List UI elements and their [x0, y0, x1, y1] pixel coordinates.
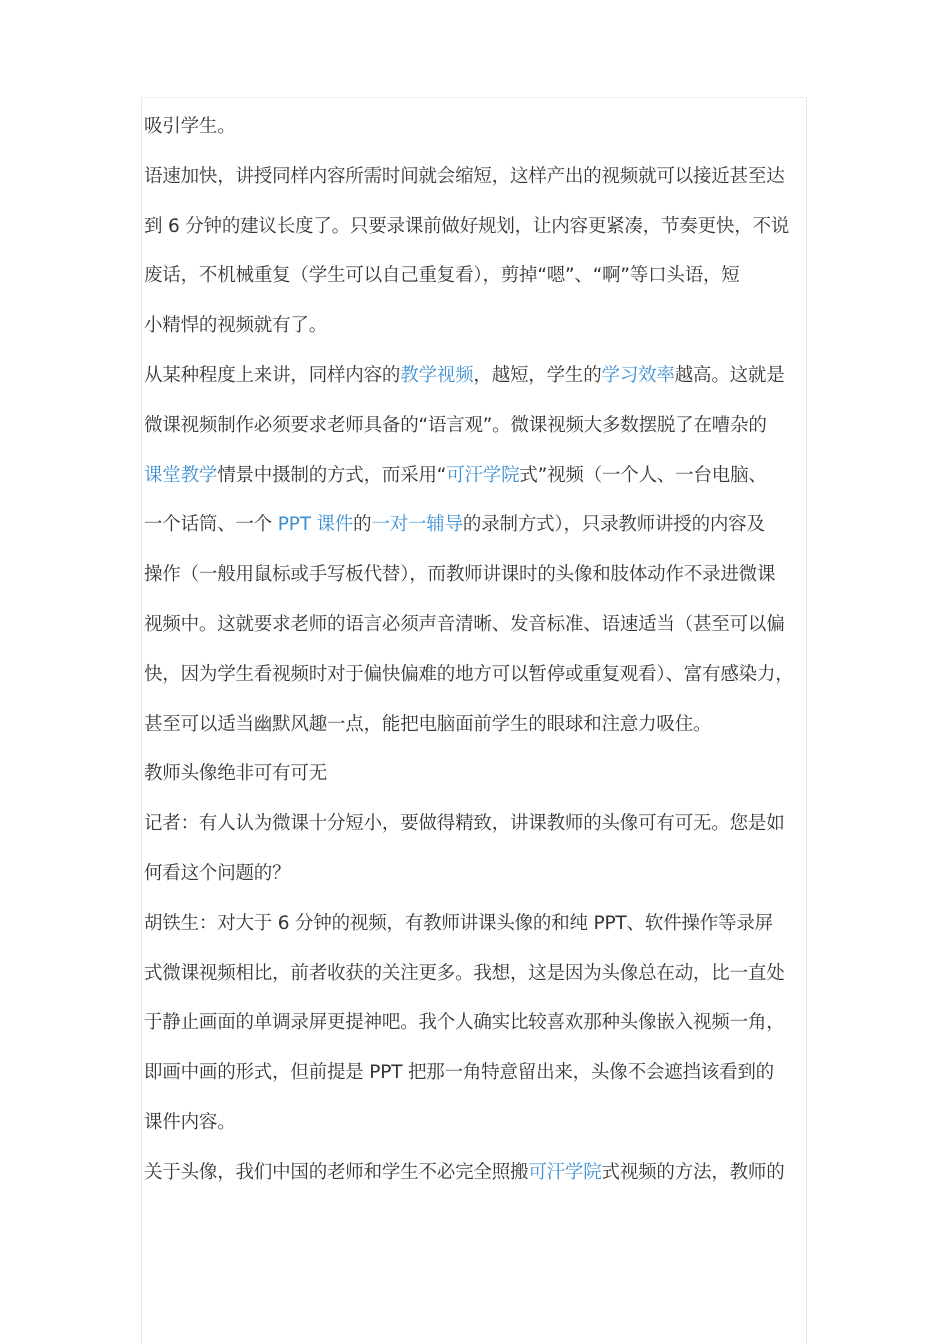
article-line: [144, 749, 818, 799]
article-body: [144, 102, 818, 1198]
article-text: 视频中。这就要求老师的语言必须声音清晰、发音标准、语速适当（甚至可以偏: [144, 613, 785, 635]
article-text: 关于头像，我们中国的老师和学生不必完全照搬: [144, 1161, 529, 1183]
article-link[interactable]: 学习效率: [601, 364, 675, 386]
article-text: 的: [353, 514, 372, 536]
article-text: 的录制方式），只录教师讲授的内容及: [462, 514, 765, 536]
article-text: 教师头像绝非可有可无: [144, 763, 328, 785]
article-text: 语速加快，讲授同样内容所需时间就会缩短，这样产出的视频就可以接近甚至达: [144, 165, 785, 187]
article-text: 微课视频制作必须要求老师具备的“语言观”。微课视频大多数摆脱了在嘈杂的: [144, 414, 767, 436]
article-line: [144, 351, 818, 401]
article-text: 于静止画面的单调录屏更提神吧。我个人确实比较喜欢那种头像嵌入视频一角，: [144, 1012, 785, 1034]
article-line: [144, 650, 818, 700]
article-text: 课件内容。: [144, 1111, 236, 1133]
article-text: 甚至可以适当幽默风趣一点，能把电脑面前学生的眼球和注意力吸住。: [144, 713, 712, 735]
article-text: 式微课视频相比，前者收获的关注更多。我想，这是因为头像总在动，比一直处: [144, 962, 785, 984]
article-text: 何看这个问题的？: [144, 862, 291, 884]
article-link[interactable]: 可汗学院: [528, 1161, 602, 1183]
article-line: [144, 1148, 818, 1198]
article-link[interactable]: PPT 课件: [277, 514, 354, 536]
article-line: [144, 1098, 818, 1148]
article-line: [144, 949, 818, 999]
article-text: 小精悍的视频就有了。: [144, 315, 328, 337]
article-line: [144, 500, 818, 550]
article-text: 一个话筒、一个: [144, 514, 278, 536]
article-line: [144, 849, 818, 899]
article-line: [144, 301, 818, 351]
article-text: 情景中摄制的方式，而采用“: [217, 464, 447, 486]
article-line: [144, 700, 818, 750]
article-line: [144, 899, 818, 949]
article-text: 式”视频（一个人、一台电脑、: [519, 464, 767, 486]
article-line: [144, 451, 818, 501]
article-link[interactable]: 教学视频: [400, 364, 474, 386]
article-line: [144, 202, 818, 252]
article-line: [144, 550, 818, 600]
article-line: [144, 251, 818, 301]
article-text: 记者：有人认为微课十分短小，要做得精致，讲课教师的头像可有可无。您是如: [144, 813, 785, 835]
article-text: 到 6 分钟的建议长度了。只要录课前做好规划，让内容更紧凑，节奏更快，不说: [144, 215, 790, 237]
article-text: 操作（一般用鼠标或手写板代替），而教师讲课时的头像和肢体动作不录进微课: [144, 564, 776, 586]
article-text: 胡铁生：对大于 6 分钟的视频，有教师讲课头像的和纯 PPT、软件操作等录屏: [144, 912, 773, 934]
article-text: ，越短，学生的: [473, 364, 602, 386]
article-text: 吸引学生。: [144, 116, 236, 137]
article-line: [144, 401, 818, 451]
article-link[interactable]: 一对一辅导: [371, 514, 463, 536]
article-text: 式视频的方法，教师的: [601, 1161, 785, 1183]
article-link[interactable]: 可汗学院: [446, 464, 520, 486]
article-text: 即画中画的形式，但前提是 PPT 把那一角特意留出来，头像不会遮挡该看到的: [144, 1062, 774, 1084]
article-line: [144, 799, 818, 849]
article-link[interactable]: 课堂教学: [144, 464, 218, 486]
article-text: 越高。这就是: [674, 364, 785, 386]
article-line: [144, 152, 818, 202]
article-line: [144, 998, 818, 1048]
article-text: 快，因为学生看视频时对于偏快偏难的地方可以暂停或重复观看）、富有感染力，: [144, 663, 794, 685]
article-text: 从某种程度上来讲，同样内容的: [144, 364, 401, 386]
article-line: [144, 102, 818, 152]
article-text: 废话，不机械重复（学生可以自己重复看），剪掉“嗯”、“啊”等口头语，短: [144, 265, 740, 287]
article-line: [144, 1048, 818, 1098]
article-line: [144, 600, 818, 650]
